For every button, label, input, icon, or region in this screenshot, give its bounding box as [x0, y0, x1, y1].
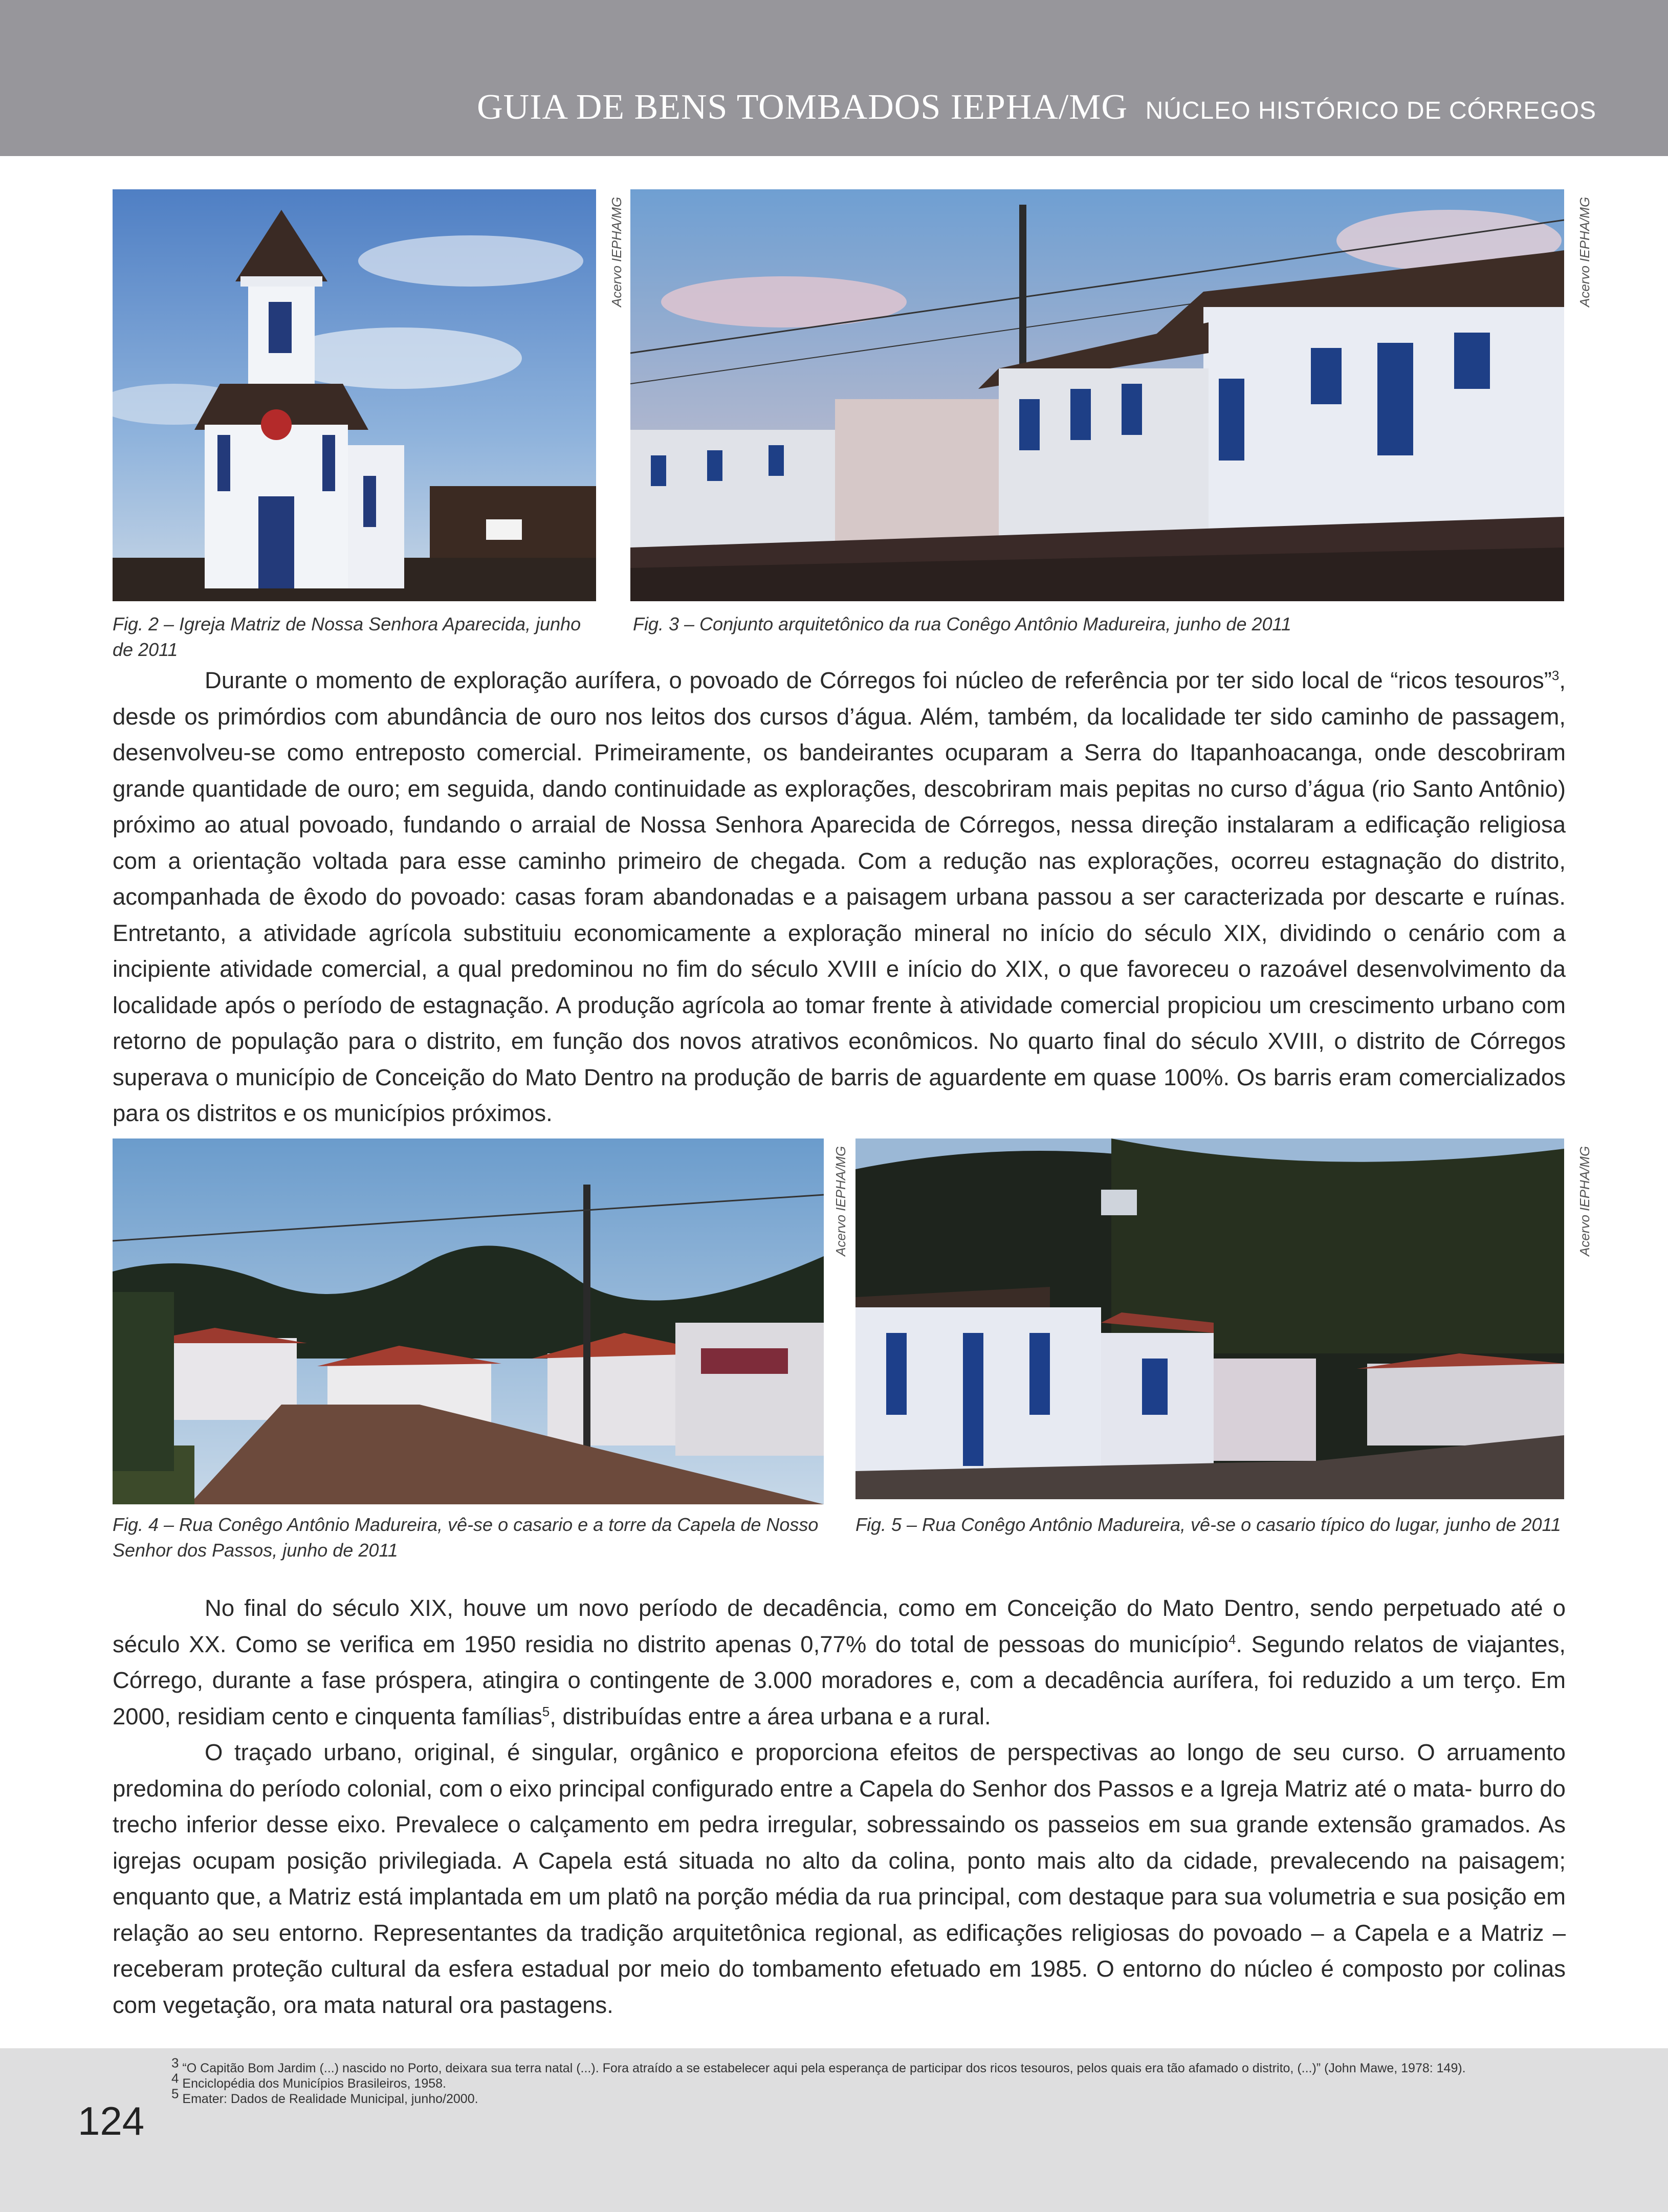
photo-credit: Acervo IEPHA/MG	[833, 1146, 848, 1256]
photo-credit: Acervo IEPHA/MG	[1577, 196, 1592, 307]
footnote-ref: 4	[1228, 1631, 1236, 1647]
header-text	[477, 87, 1596, 128]
header-subtitle: NÚCLEO HISTÓRICO DE CÓRREGOS	[1145, 97, 1596, 124]
footnote: $^5$ Emater: Dados de Realidade Municipal, junho/2000.	[171, 2086, 478, 2106]
photo-rua-capela	[113, 1138, 824, 1504]
photo-credit: Acervo IEPHA/MG	[609, 196, 624, 307]
paragraph-text: O traçado urbano, original, é singular, orgânico e proporciona efeitos de perspectivas ao longo de seu curso. O arruamento predomina do período colonial, com o eixo principal configurado entre a Capela do Senhor dos Passos e a Igreja Matriz até o mata- burro do trecho inferior desse eixo. Prevalece o calçamento em pedra irregular, sobressaindo os passeios em sua grande extensão gramados. As igrejas ocupam posição privilegiada. A Capela está situada no alto da colina, ponto mais alto da cidade, prevalecendo na paisagem; enquanto que, a Matriz está implantada em um platô na porção média da rua principal, com destaque para sua volumetria e sua posição em relação ao seu entorno. Representantes da tradição arquitetônica regional, as edificações religiosas do povoado – a Capela e a Matriz – receberam proteção cultural da esfera estadual por meio do tombamento efetuado em 1985. O entorno do núcleo é composto por colinas com vegetação, ora mata natural ora pastagens.	[113, 1739, 1566, 2018]
page-header	[0, 0, 1668, 156]
page-number: 124	[78, 2098, 145, 2143]
footnote: $^3$ “O Capitão Bom Jardim (...) nascido no Porto, deixara sua terra natal (...). Fora atraído a se estabelecer aqui pela esperança de participar dos ricos tesouros, pelos quais era tão afamado o distrito, (...)” (John Mawe, 1978: 149).	[171, 2055, 1466, 2075]
paragraph-text: No final do século XIX, houve um novo período de decadência, como em Conceição do Mato Dentro, sendo perpetuado até o século XX. Como se verifica em 1950 residia no distrito apenas 0,77% do total de pessoas do município	[113, 1595, 1566, 1657]
figure-caption: Fig. 4 – Rua Conêgo Antônio Madureira, vê-se o casario e a torre da Capela de Nosso Senhor dos Passos, junho de 2011	[113, 1514, 819, 1561]
paragraph-text: Durante o momento de exploração aurífera, o povoado de Córregos foi núcleo de referência por ter sido local de “ricos tesouros”	[205, 667, 1552, 693]
photo-igreja-matriz	[113, 189, 596, 601]
header-title: GUIA DE BENS TOMBADOS IEPHA/MG	[477, 87, 1128, 127]
paragraph-text: . Segundo relatos de viajantes, Córrego, durante a fase próspera, atingira o contingente de 3.000 moradores e, com a decadência aurífera, foi reduzido a um terço. Em 2000, residiam cento e cinquenta famílias	[113, 1631, 1566, 1729]
footnote-ref: 3	[1551, 667, 1560, 683]
figure-caption: Fig. 2 – Igreja Matriz de Nossa Senhora Aparecida, junho de 2011	[113, 614, 581, 660]
body-paragraph	[113, 1590, 1566, 1735]
footnote-ref: 5	[542, 1703, 550, 1719]
body-paragraph	[113, 1735, 1566, 2023]
photo-casario-tipico	[855, 1138, 1564, 1499]
figure-caption: Fig. 3 – Conjunto arquitetônico da rua Conêgo Antônio Madureira, junho de 2011	[633, 614, 1291, 634]
body-paragraph	[113, 663, 1566, 1132]
footnote: $^4$ Enciclopédia dos Municípios Brasileiros, 1958.	[171, 2070, 446, 2091]
photo-credit: Acervo IEPHA/MG	[1577, 1146, 1592, 1256]
paragraph-text: , distribuídas entre a área urbana e a rural.	[550, 1703, 991, 1729]
photo-conjunto-arquitetonico	[630, 189, 1564, 601]
paragraph-text: , desde os primórdios com abundância de ouro nos leitos dos cursos d’água. Além, também, da localidade ter sido caminho de passagem, desenvolveu-se como entreposto comercial. Primeiramente, os bandeirantes ocuparam a Serra do Itapanhoacanga, onde descobriram grande quantidade de ouro; em seguida, dando continuidade as explorações, descobriram mais pepitas no curso d’água (rio Santo Antônio) próximo ao atual povoado, fundando o arraial de Nossa Senhora Aparecida de Córregos, nessa direção instalaram a edificação religiosa com a orientação voltada para esse caminho primeiro de chegada. Com a redução nas explorações, ocorreu estagnação do distrito, acompanhada de êxodo do povoado: casas foram abandonadas e a paisagem urbana passou a ser caracterizada por descarte e ruínas. Entretanto, a atividade agrícola substituiu economicamente a exploração mineral no início do século XIX, dividindo o cenário com a incipiente atividade comercial, a qual predominou no fim do século XVIII e início do XIX, o que favoreceu o razoável desenvolvimento da localidade após o período de estagnação. A produção agrícola ao tomar frente à atividade comercial propiciou um crescimento urbano com retorno de população para o distrito, em função dos novos atrativos econômicos. No quarto final do século XVIII, o distrito de Córregos superava o município de Conceição do Mato Dentro na produção de barris de aguardente em quase 100%. Os barris eram comercializados para os distritos e os municípios próximos.	[113, 667, 1566, 1126]
figure-caption: Fig. 5 – Rua Conêgo Antônio Madureira, vê-se o casario típico do lugar, junho de 2011	[855, 1514, 1561, 1535]
